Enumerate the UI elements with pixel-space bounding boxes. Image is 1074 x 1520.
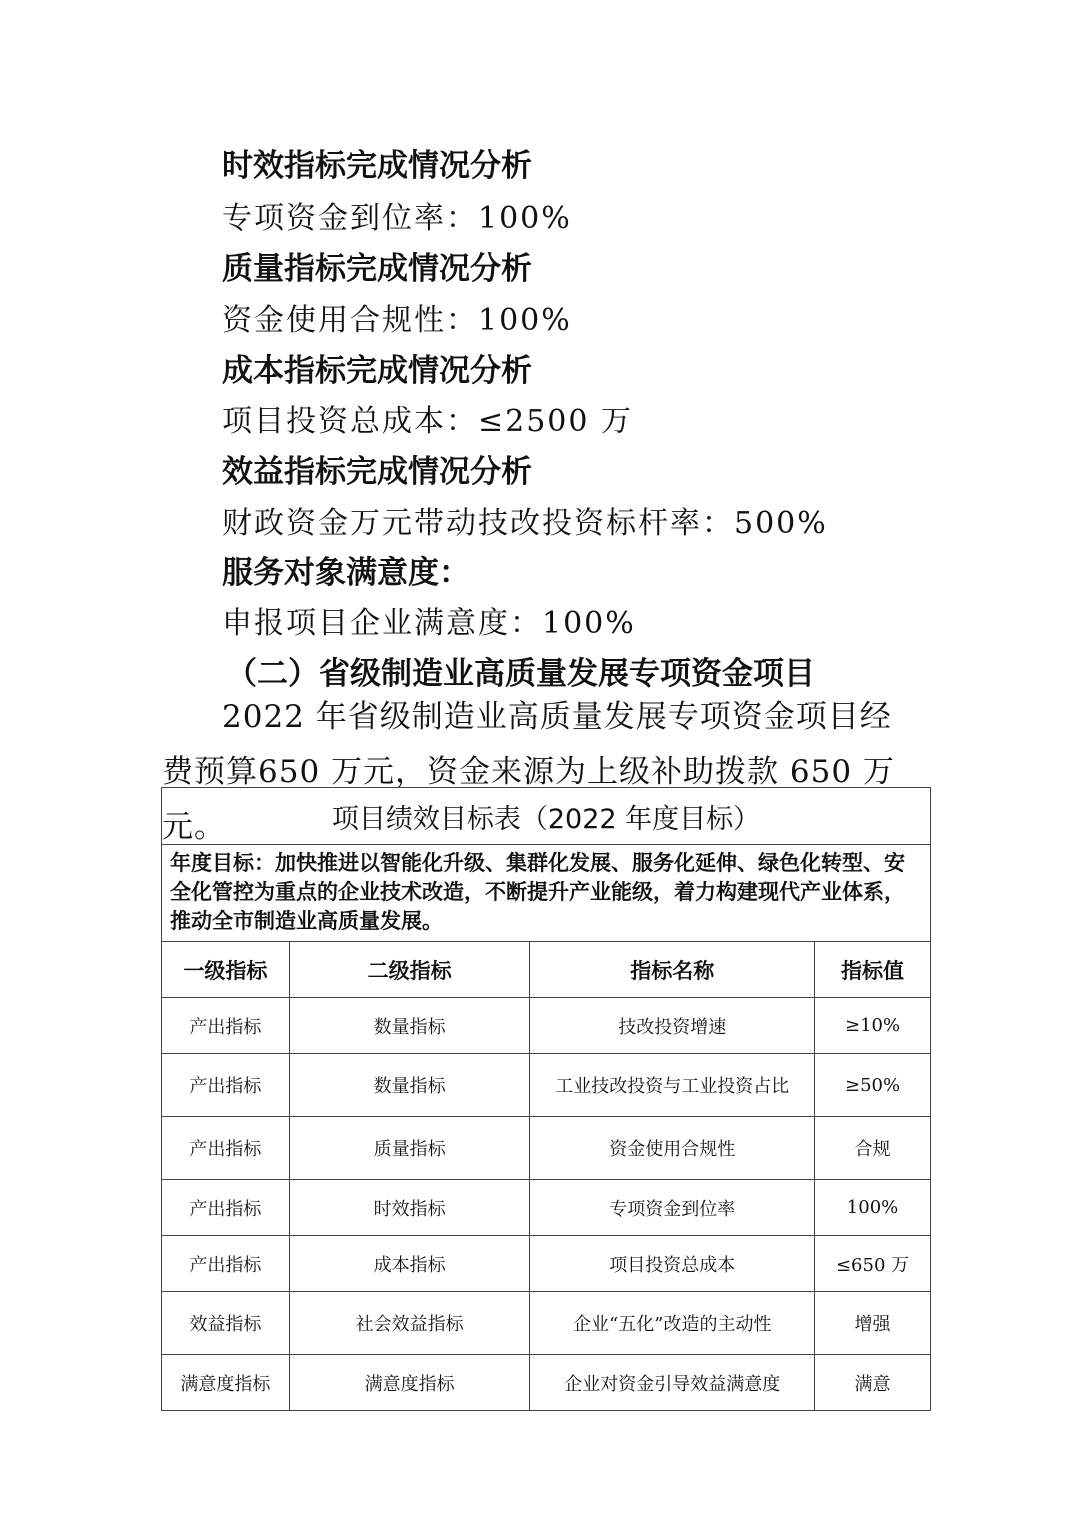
table-row (162, 998, 931, 1054)
cell-indicator-name: 企业对资金引导效益满意度 (530, 1355, 815, 1411)
section-title: （二）省级制造业高质量发展专项资金项目 (226, 656, 815, 692)
table-row (162, 1292, 931, 1355)
budget-paragraph: 2022 年省级制造业高质量发展专项资金项目经费预算650 万元，资金来源为上级补助拨款 650 万元。 (162, 699, 895, 845)
cell-indicator-name: 项目投资总成本 (530, 1236, 815, 1292)
cell-indicator-value: 合规 (815, 1117, 931, 1180)
cell-indicator-name: 工业技改投资与工业投资占比 (530, 1054, 815, 1117)
cell-indicator-value: 100% (815, 1180, 931, 1236)
cell-level2: 成本指标 (289, 1236, 530, 1292)
annual-goal: 年度目标：加快推进以智能化升级、集群化发展、服务化延伸、绿色化转型、安全化管控为重点的企业技术改造，不断提升产业能级，着力构建现代产业体系，推动全市制造业高质量发展。 (162, 845, 931, 942)
section-text-timeliness: 专项资金到位率：100% (222, 201, 572, 236)
cell-level1: 产出指标 (162, 998, 290, 1054)
table-row (162, 1236, 931, 1292)
performance-target-table (161, 787, 931, 1411)
section-heading-timeliness: 时效指标完成情况分析 (222, 148, 532, 184)
cell-level1: 满意度指标 (162, 1355, 290, 1411)
cell-level1: 产出指标 (162, 1236, 290, 1292)
cell-level2: 满意度指标 (289, 1355, 530, 1411)
section-text-benefit: 财政资金万元带动技改投资标杆率：500% (222, 506, 828, 541)
cell-indicator-name: 技改投资增速 (530, 998, 815, 1054)
cell-level2: 时效指标 (289, 1180, 530, 1236)
table-title: 项目绩效目标表（2022 年度目标） (162, 788, 931, 845)
section-heading-cost: 成本指标完成情况分析 (222, 353, 532, 389)
table-row (162, 1180, 931, 1236)
section-heading-satisfaction: 服务对象满意度： (222, 555, 470, 591)
cell-indicator-name: 资金使用合规性 (530, 1117, 815, 1180)
cell-level2: 数量指标 (289, 1054, 530, 1117)
cell-indicator-value: ≥10% (815, 998, 931, 1054)
cell-indicator-value: 增强 (815, 1292, 931, 1355)
cell-indicator-value: ≤650 万 (815, 1236, 931, 1292)
header-level1: 一级指标 (162, 942, 290, 998)
cell-level1: 产出指标 (162, 1054, 290, 1117)
cell-indicator-value: ≥50% (815, 1054, 931, 1117)
cell-level2: 数量指标 (289, 998, 530, 1054)
cell-level1: 产出指标 (162, 1180, 290, 1236)
section-text-satisfaction: 申报项目企业满意度：100% (222, 606, 636, 641)
header-level2: 二级指标 (289, 942, 530, 998)
table-row (162, 1117, 931, 1180)
cell-level1: 效益指标 (162, 1292, 290, 1355)
table-row (162, 1054, 931, 1117)
section-text-quality: 资金使用合规性：100% (222, 303, 572, 338)
cell-level1: 产出指标 (162, 1117, 290, 1180)
header-indicator-name: 指标名称 (530, 942, 815, 998)
cell-indicator-name: 专项资金到位率 (530, 1180, 815, 1236)
cell-level2: 社会效益指标 (289, 1292, 530, 1355)
section-text-cost: 项目投资总成本：≤2500 万 (222, 404, 634, 439)
header-indicator-value: 指标值 (815, 942, 931, 998)
cell-indicator-value: 满意 (815, 1355, 931, 1411)
table-row (162, 1355, 931, 1411)
cell-indicator-name: 企业“五化”改造的主动性 (530, 1292, 815, 1355)
cell-level2: 质量指标 (289, 1117, 530, 1180)
section-heading-benefit: 效益指标完成情况分析 (222, 454, 532, 490)
section-heading-quality: 质量指标完成情况分析 (222, 251, 532, 287)
